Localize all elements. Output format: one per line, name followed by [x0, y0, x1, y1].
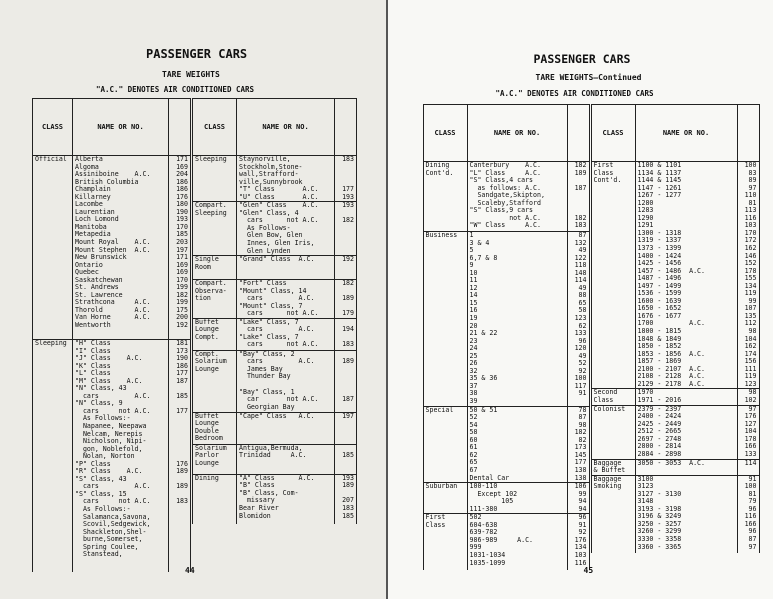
right-page [386, 0, 773, 599]
names-cell: "Cape" Class A.C. [237, 412, 335, 444]
names-cell: "Glen" Class A.C. "Glen" Class, 4 cars not A.C. As Follows- Glen Bow, Glen Innes, Glen Iris, Glen Lynden [237, 202, 335, 256]
class-cell: Colonist [591, 405, 635, 459]
class-cell: Official [33, 156, 73, 340]
table-row [193, 444, 357, 474]
weights-cell: 189 187 [335, 350, 357, 412]
names-cell: 3100 3123 3127 - 3130 3148 3193 - 3198 3196 & 3249 3250 - 3257 3260 - 3299 3330 - 3358 3360 - 3365 [635, 475, 737, 553]
weights-cell: 78 87 98 182 82 173 145 177 138 138 [567, 406, 589, 482]
class-cell: Sleeping [33, 340, 73, 572]
weights-cell: 183 177 193 [335, 156, 357, 202]
table-row [33, 340, 191, 572]
names-cell: 3050 - 3053 A.C. [635, 459, 737, 475]
weights-cell: 182 189 187 182 183 [567, 162, 589, 232]
names-cell: 50 & 51 52 54 58 60 61 62 65 67 Dental Car [467, 406, 567, 482]
class-cell: Compart. Observa- tion [193, 280, 237, 319]
table-row [193, 350, 357, 412]
name-header: NAME OR NO. [467, 105, 567, 162]
names-cell: Canterbury A.C. "L" Class A.C. "S" Class,4 cars as follows: A.C. Sandgate,Skipton, Scaleby,Stafford "S" Class,9 cars not A.C. "W" Class A.C. [467, 162, 567, 232]
class-cell: Buffet Lounge Double Bedroom [193, 412, 237, 444]
names-cell: "Bay" Class, 2 cars A.C. James Bay Thunder Bay "Bay" Class, 1 car not A.C. Georgian Bay [237, 350, 335, 412]
class-header: CLASS [193, 99, 237, 156]
weights-cell: 197 [335, 412, 357, 444]
weight-header [169, 99, 191, 156]
table-row [423, 483, 589, 514]
class-header: CLASS [591, 105, 635, 162]
names-cell: 502 604-638 639-782 986-989 A.C. 999 1031-1034 1035-1099 [467, 514, 567, 570]
names-cell: 1 3 & 4 5 6,7 & 8 9 10 11 12 14 15 16 19 20 21 & 22 23 24 25 26 32 35 & 36 37 38 39 [467, 232, 567, 407]
names-cell: "H" Class "I" Class "J" Class A.C. "K" Class "L" Class "M" Class A.C. "N" Class, 43 cars A.C. "N" Class, 9 cars not A.C. As Follows:- Napanee, Neepawa Nelcam, Nerepis Nicholson, Nipi- gon, Noblefold, Nolan, Norton "P" Class "R" Class A.C. "S" Class, 43 cars A.C. "S" Class, 15 cars not A.C. As Follows:- Salamanca,Savona, Scovil,Sedgewick, Shackleton,Shel- burne,Somerset, Spring Coulee, Stanstead, [73, 340, 169, 572]
table-row [591, 162, 759, 389]
left-page-subtitle: TARE WEIGHTS [162, 70, 220, 79]
table-row [423, 162, 589, 232]
left-page-table-b [192, 98, 357, 524]
table-row [591, 405, 759, 459]
weights-cell: 96 91 92 176 134 103 116 [567, 514, 589, 570]
name-header: NAME OR NO. [635, 105, 737, 162]
table-row [423, 406, 589, 482]
names-cell: 1970 1971 - 2016 [635, 389, 737, 405]
class-cell: Compt. Solarium Lounge [193, 350, 237, 412]
weights-cell: 194 183 [335, 318, 357, 350]
right-page-ac-note: "A.C." DENOTES AIR CONDITIONED CARS [495, 89, 654, 98]
names-cell: 1100 & 1101 1134 & 1137 1144 & 1145 1147 - 1261 1267 - 1277 1280 1283 1290 1291 1300 - 1318 1319 - 1337 1373 - 1399 1400 - 1424 1425 - 1456 1457 - 1486 A.C. 1487 - 1496 1497 - 1499 1536 - 1599 1600 - 1639 1650 - 1652 1676 - 1677 1700 A.C. 1800 - 1815 1848 & 1849 1850 - 1852 1853 - 1856 A.C. 1857 - 1869 2100 - 2107 A.C. 2108 - 2128 A.C. 2129 - 2178 A.C. [635, 162, 737, 389]
class-cell: Buffet Lounge Compt. [193, 318, 237, 350]
page-number: 44 [185, 566, 195, 575]
names-cell: "Lake" Class, 7 cars A.C. "Lake" Class, 7 cars not A.C. [237, 318, 335, 350]
class-header: CLASS [423, 105, 467, 162]
names-cell: Staynorville, Stockholm,Stone- wall,Strafford- ville,Sunnybrook "T" Class A.C. "U" Class A.C. [237, 156, 335, 202]
table-row [591, 389, 759, 405]
table-row [423, 514, 589, 570]
class-cell: Baggage Smoking [591, 475, 635, 553]
weights-cell: 193 182 [335, 202, 357, 256]
page-number: 45 [583, 566, 594, 575]
weight-header [335, 99, 357, 156]
weights-cell: 106 99 94 94 [567, 483, 589, 514]
weights-cell: 87 132 49 122 118 148 114 49 88 65 58 123 62 133 96 120 49 52 92 100 117 91 [567, 232, 589, 407]
right-page-subtitle: TARE WEIGHTS—Continued [535, 73, 642, 82]
names-cell: "Fort" Class "Mount" Class, 14 cars A.C. "Mount" Class, 7 cars not A.C. [237, 280, 335, 319]
left-page [0, 0, 386, 599]
table-row [193, 202, 357, 256]
class-cell: Special [423, 406, 467, 482]
right-page-table-a [423, 104, 590, 570]
table-row [33, 156, 191, 340]
class-cell: Dining Cont'd. [423, 162, 467, 232]
weights-cell: 91 100 81 79 96 116 166 96 87 97 [737, 475, 759, 553]
weights-cell: 193 189 207 183 185 [335, 474, 357, 524]
names-cell: "Grand" Class A.C. [237, 256, 335, 280]
class-cell: First Class Cont'd. [591, 162, 635, 389]
names-cell: "A" Class A.C. "B" Class "B" Class, Com- missary Bear River Blomidon [237, 474, 335, 524]
class-header: CLASS [33, 99, 73, 156]
class-cell: Single Room [193, 256, 237, 280]
class-cell: Second Class [591, 389, 635, 405]
weights-cell: 114 [737, 459, 759, 475]
table-row [591, 459, 759, 475]
right-page-table-b [591, 104, 760, 553]
class-cell: First Class [423, 514, 467, 570]
table-row [193, 318, 357, 350]
class-cell: Suburban [423, 483, 467, 514]
table-row [591, 475, 759, 553]
weights-cell: 171 169 204 186 186 176 180 190 193 170 185 203 197 171 169 169 170 199 182 199 175 200 192 [169, 156, 191, 340]
names-cell: 2379 - 2397 2400 - 2424 2425 - 2449 2512 - 2665 2697 - 2748 2800 - 2814 2884 - 2898 [635, 405, 737, 459]
class-cell: Compart. Sleeping [193, 202, 237, 256]
name-header: NAME OR NO. [237, 99, 335, 156]
left-page-table-a [32, 98, 191, 572]
class-cell: Sleeping [193, 156, 237, 202]
names-cell: Antigua,Bermuda, Trinidad A.C. [237, 444, 335, 474]
table-row [193, 280, 357, 319]
class-cell: Dining [193, 474, 237, 524]
table-row [193, 474, 357, 524]
table-row [193, 256, 357, 280]
right-page-title: PASSENGER CARS [533, 52, 631, 66]
weights-cell: 192 [335, 256, 357, 280]
class-cell: Solarium Parlor Lounge [193, 444, 237, 474]
names-cell: Alberta Algoma Assiniboine A.C. British Columbia Champlain Killarney Lacombe Laurentian Loch Lomond Manitoba Metapedia Mount Royal A.C. Mount Stephen A.C. New Brunswick Ontario Quebec Saskatchewan St. Andrews St. Lawrence Strathcona A.C. Thorold A.C. Van Horne A.C. Wentworth [73, 156, 169, 340]
weights-cell: 185 [335, 444, 357, 474]
weight-header [737, 105, 759, 162]
names-cell: 100-110 Except 102 105 111-380 [467, 483, 567, 514]
table-row [193, 156, 357, 202]
table-row [423, 232, 589, 407]
weights-cell: 181 173 190 186 177 187 185 177 176 189 189 183 [169, 340, 191, 572]
class-cell: Baggage & Buffet [591, 459, 635, 475]
weights-cell: 182 189 179 [335, 280, 357, 319]
class-cell: Business [423, 232, 467, 407]
name-header: NAME OR NO. [73, 99, 169, 156]
weights-cell: 97 176 127 104 178 166 133 [737, 405, 759, 459]
left-page-ac-note: "A.C." DENOTES AIR CONDITIONED CARS [96, 85, 255, 94]
weight-header [567, 105, 589, 162]
left-page-title: PASSENGER CARS [146, 47, 248, 61]
weights-cell: 98 102 [737, 389, 759, 405]
weights-cell: 100 83 89 97 110 81 113 116 103 170 172 162 146 152 178 155 134 119 99 107 135 112 98 104 162 174 156 111 119 123 [737, 162, 759, 389]
table-row [193, 412, 357, 444]
